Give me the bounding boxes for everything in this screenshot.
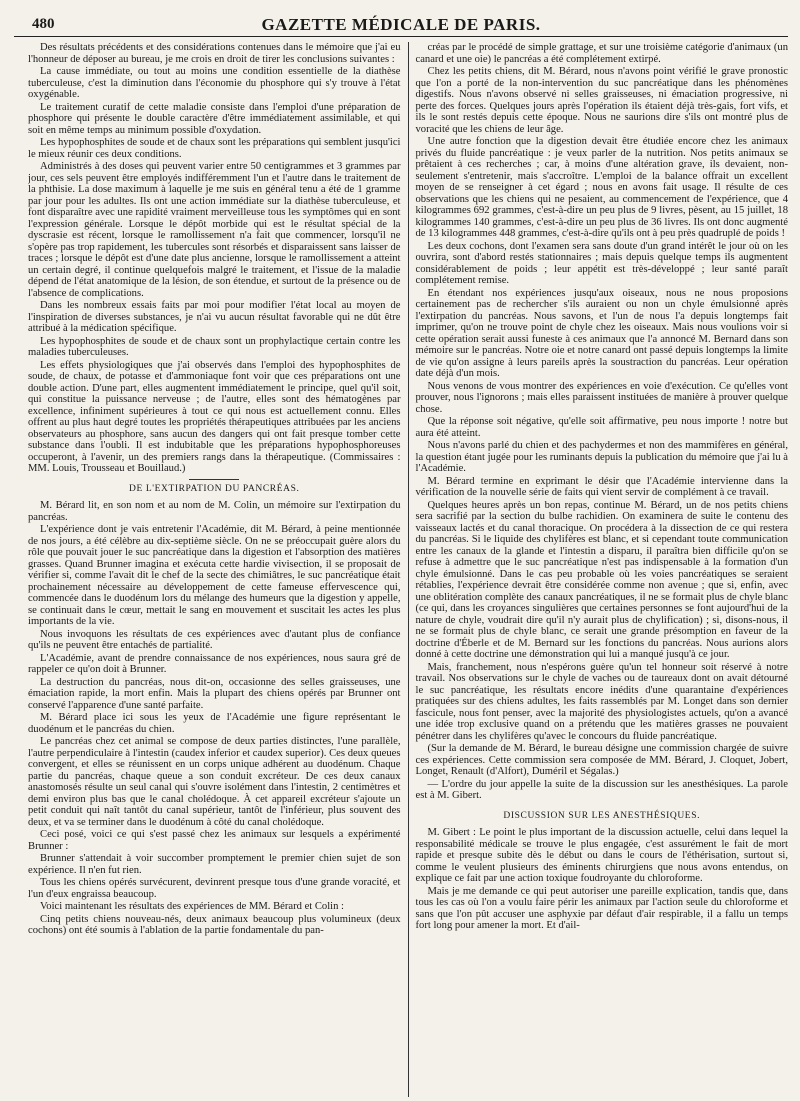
paragraph: Brunner s'attendait à voir succomber promptement le premier chien sujet de son expérience. Il n'en fut rien. (28, 853, 401, 876)
paragraph: Voici maintenant les résultats des expériences de MM. Bérard et Colin : (40, 901, 345, 912)
text-columns (28, 42, 788, 1097)
right-paragraphs (416, 42, 789, 802)
paragraph: La destruction du pancréas, nous dit-on, occasionne des selles graisseuses, une émaciation rapide, la mort enfin. Mais la plupart des chiens opérés par Brunner ont conservé l'apparence d'une santé parfaite. (28, 676, 401, 711)
left-column (28, 42, 408, 1097)
journal-title: GAZETTE MÉDICALE DE PARIS. (261, 15, 541, 34)
page-number: 480 (32, 16, 55, 32)
paragraph: M. Bérard termine en exprimant le désir que l'Académie intervienne dans la vérification de la nouvelle série de faits qui vient servir de complément à ce travail. (415, 475, 788, 498)
anesthesiques-paragraphs (416, 827, 789, 932)
paragraph: M. Bérard lit, en son nom et au nom de M. Colin, un mémoire sur l'extirpation du pancréas. (28, 500, 401, 523)
paragraph: Tous les chiens opérés survécurent, devinrent presque tous d'une grande voracité, et l'un d'eux engraissa beaucoup. (28, 877, 401, 900)
paragraph: En étendant nos expériences jusqu'aux oiseaux, nous ne nous proposions certainement pas de rechercher s'ils auraient ou non un chyle émulsionné après l'extirpation du pancréas. Nous savons, et l'un de nous l'a depuis longtemps fait imprimer, qu'on ne trouve point de chyle chez les oiseaux. Mais nous voulions voir si cette opération serait aussi funeste à ces animaux que l'a annoncé M. Bernard dans son mémoire sur le pancréas. Notre oie et notre canard ont passé depuis longtemps la limite de vie qu'on assigne à leurs pareils après la soustraction du pancréas. Leur opération date déjà d'un mois. (415, 287, 788, 379)
left-paragraphs (28, 42, 401, 475)
paragraph: Nous venons de vous montrer des expériences en voie d'exécution. Ce qu'elles vont prouver, nous l'ignorons ; mais elles paraissent instituées de manière à prouver quelque chose. (415, 380, 788, 415)
page-header (14, 12, 788, 37)
paragraph: (Sur la demande de M. Bérard, le bureau désigne une commission chargée de suivre ces expériences. Cette commission sera composée de MM. Bérard, J. Cloquet, Jobert, Longet, Renault (d'Alfort), Duméril et Ségalas.) (415, 743, 788, 777)
paragraph: Les hypophosphites de soude et de chaux sont les préparations qui semblent jusqu'ici le mieux réunir ces deux conditions. (28, 137, 401, 160)
paragraph: Le pancréas chez cet animal se compose de deux parties distinctes, l'une parallèle, l'autre perpendiculaire à l'intestin (caudex inferior et caudex superior). Ces deux queues convergent, et elles se réunissent en un corps unique adhérent au duodénum. Chaque partie du pancréas, chaque queue a son conduit excréteur. De ces deux canaux anastomosés résulte un seul canal qui s'ouvre isolément dans l'intestin, 2 centimètres et demi environ plus bas que le canal cholédoque. À cet appareil excréteur s'ajoute un petit conduit qui naît tantôt du canal supérieur, tantôt de l'inférieur, plus souvent des deux, et va se terminer dans le duodénum à côté du canal cholédoque. (28, 736, 401, 828)
paragraph: Chez les petits chiens, dit M. Bérard, nous n'avons point vérifié le grave pronostic que l'on a porté de la non-intervention du suc pancréatique dans les phénomènes digestifs. Nous n'avons observé ni selles graisseuses, ni émaciation progressive, ni perte des forces. Quelques jours après l'opération ils étaient déjà très-gais, fort vifs, et ils le sont restés depuis cette époque. Nous ne saurions dire s'ils ont montré plus de voracité que les chiens de leur âge. (415, 66, 788, 135)
paragraph: M. Bérard place ici sous les yeux de l'Académie une figure représentant le duodénum et le pancréas du chien. (28, 712, 401, 735)
paragraph: Les deux cochons, dont l'examen sera sans doute d'un grand intérêt le jour où on les ouvrira, sont d'abord restés stationnaires ; mais depuis quelque temps ils augmentent considérablement de poids ; leur appétit est très-développé ; leur santé paraît complétement remise. (415, 240, 788, 286)
section-title-anesthesiques: DISCUSSION SUR LES ANESTHÉSIQUES. (503, 810, 701, 821)
paragraph: Une autre fonction que la digestion devait être étudiée encore chez les animaux privés du fluide pancréatique : je veux parler de la nutrition. Nos petits animaux se prêtaient à ces recherches ; car, à moins d'une altération grave, ils devaient, non-seulement s'entretenir, mais s'accroître. L'emploi de la balance offrait un excellent moyen de se renseigner à cet égard ; nous en avons fait usage. Il résulte de ces observations que les chiens qui ne pesaient, au commencement de l'expérience, que 4 kilogrammes 692 grammes, c'est-à-dire un peu plus de 9 livres, pèsent, au 15 juillet, 18 kilogrammes 140 grammes, c'est-à-dire un peu plus de 36 livres. Ils ont donc augmenté de 13 kilogrammes 448 grammes, c'est-à-dire qu'ils ont à peu près quadruplé de poids ! (415, 136, 788, 239)
paragraph: Quelques heures après un bon repas, continue M. Bérard, un de nos petits chiens sera sacrifié par la section du bulbe rachidien. On examinera de suite le contenu des vaisseaux lactés et du canal thoracique. On procédera à la dissection de ce qui restera du pancréas. Si le liquide des chylifères est blanc, et si cependant toute communication entre les canaux de la glande et l'intestin a disparu, il paraîtra bien difficile qu'on se refuse à admettre que le suc pancréatique n'est pas indispensable à la formation d'un chyle émulsionné. Dans le cas peu probable où les voies pancréatiques se seraient rétablies, l'expérience devrait être considérée comme non avenue ; que si, enfin, avec une oblitération complète des canaux pancréatiques, il ne se formait plus de chyle blanc (ce qui, dans les croyances singulières que certaines personnes se font aujourd'hui de la nature de chyle, voudrait dire qu'il n'y aurait plus de chylification) ; si, disons-nous, il ne se formait plus de chyle blanc, ce serait une grande présomption en faveur de la doctrine d'Éberle et de M. Bernard sur les fonctions du pancréas. Nous aurions alors donné à cette doctrine une démonstration qui lui a manqué jusqu'à ce jour. (415, 499, 788, 660)
paragraph: L'expérience dont je vais entretenir l'Académie, dit M. Bérard, à peine mentionnée de nos jours, a été célèbre au dix-septième siècle. On ne se préoccupait guère alors du rôle que pouvait jouer le suc pancréatique dans la digestion et l'absorption des matières grasses. Quand Brunner imagina et exécuta cette hardie vivisection, il se proposait de vérifier si, comme l'avait dit le chef de la secte des chimiâtres, le suc pancréatique était prochainement nécessaire au développement de cette fameuse effervescence qui, commencée dans le duodénum lors du mélange des humeurs que la digestion y appelle, se continuait dans le cœur, mettait le sang en mouvement et suscitait les actes les plus importants de la vie. (28, 524, 401, 627)
paragraph: Mais, franchement, nous n'espérons guère qu'un tel honneur soit réservé à notre travail. Nos observations sur le chyle de vaches ou de taureaux dont on avait détourné le suc pancréatique, les résultats encore inédits d'une quarantaine d'expériences pratiquées sur des chiens adultes, les faits rassemblés par M. Longet dans son dernier fascicule, nous font penser, avec la majorité des physiologistes actuels, qu'on a avancé une idée trop exclusive quand on a prétendu que les matières grasses ne pouvaient pénétrer dans les chylifères qu'avec le concours du fluide pancréatique. (415, 661, 788, 742)
section-title-pancreas: DE L'EXTIRPATION DU PANCRÉAS. (129, 483, 300, 494)
paragraph: Ceci posé, voici ce qui s'est passé chez les animaux sur lesquels a expérimenté Brunner : (28, 829, 401, 852)
paragraph: Nous invoquons les résultats de ces expériences avec d'autant plus de confiance qu'ils ne peuvent être entachés de partialité. (28, 628, 401, 651)
right-column (408, 42, 789, 1097)
paragraph: Administrés à des doses qui peuvent varier entre 50 centigrammes et 3 grammes par jour, ces sels peuvent être employés indifféremment l'un et l'autre dans le traitement de la phthisie. La dose maximum à laquelle je me suis en général tenu a été de 1 gramme par jour pour les adultes. Ils ont une action immédiate sur la diathèse tuberculeuse, et font disparaître avec une rapidité vraiment merveilleuse tous les symptômes qui en sont l'expression générale. Lorsque le dépôt morbide qui est le résultat spécial de la dyscrasie est récent, lorsque le ramollissement n'a fait que commencer, lorsqu'il ne s'opère pas trop rapidement, les tubercules sont résorbés et disparaissent sans laisser de traces ; lorsque le dépôt est d'une date plus ancienne, lorsque le ramollissement a atteint un certain degré, il continue quelquefois malgré le traitement, et l'issue de la maladie dépend de l'état anatomique de la lésion, de son étendue, et surtout de la présence ou de l'absence de complications. (28, 161, 401, 299)
paragraph: Mais je me demande ce qui peut autoriser une pareille explication, tandis que, dans tous les cas où l'on a voulu faire périr les animaux par l'action seule du chloroforme et sans que l'on pût accuser une asphyxie par défaut d'air respirable, il a fallu un temps fort long pour amener la mort. Et d'ail- (415, 885, 788, 931)
paragraph: Cinq petits chiens nouveau-nés, deux animaux beaucoup plus volumineux (deux cochons) ont été soumis à l'ablation de la partie fondamentale du pan- (28, 913, 401, 936)
paragraph: Le traitement curatif de cette maladie consiste dans l'emploi d'une préparation de phosphore qui présente le double caractère d'être immédiatement assimilable, et qui soit en même temps au minimum possible d'oxydation. (28, 101, 401, 136)
paragraph: Les hypophosphites de soude et de chaux sont un prophylactique certain contre les maladies tuberculeuses. (28, 335, 401, 358)
paragraph: — L'ordre du jour appelle la suite de la discussion sur les anesthésiques. La parole est à M. Gibert. (415, 778, 788, 801)
paragraph: Que la réponse soit négative, qu'elle soit affirmative, peu nous importe ! notre but aura été atteint. (415, 416, 788, 439)
paragraph: L'Académie, avant de prendre connaissance de nos expériences, nous saura gré de rappeler ce qu'on doit à Brunner. (28, 652, 401, 675)
paragraph: La cause immédiate, ou tout au moins une condition essentielle de la diathèse tuberculeuse, c'est la diminution dans l'économie du phosphore qui s'y trouve à l'état oxygénable. (28, 66, 401, 100)
section-heading-anesthesiques (416, 811, 789, 823)
section-heading-pancreas (28, 479, 401, 496)
paragraph: Dans les nombreux essais faits par moi pour modifier l'état local au moyen de l'inspiration de diverses substances, je n'ai vu aucun résultat favorable qui ne dût être attribué à la médication spécifique. (28, 300, 401, 334)
paragraph: Les effets physiologiques que j'ai observés dans l'emploi des hypophosphites de soude, de chaux, de potasse et d'ammoniaque font voir que ces préparations ont une double action. D'une part, elles augmentent immédiatement le principe, quel qu'il soit, qui constitue la puissance nerveuse ; de l'autre, elles sont des hématogènes par excellence, infiniment supérieures à tout ce qui nous est actuellement connu. Elles offrent au plus haut degré toutes les propriétés thérapeutiques attribuées par les anciens observateurs au phosphore, sans aucun des dangers qui ont fait presque tomber cette substance dans l'oubli. Il est indubitable que les préparations hypophosphoreuses occuperont, à l'avenir, un des premiers rangs dans la thérapeutique. (Commissaires : MM. Louis, Trousseau et Bouillaud.) (28, 359, 401, 474)
paragraph: Des résultats précédents et des considérations contenues dans le mémoire que j'ai eu l'honneur de déposer au bureau, je me crois en droit de tirer les conclusions suivantes : (28, 42, 401, 65)
paragraph: créas par le procédé de simple grattage, et sur une troisième catégorie d'animaux (un canard et une oie) le pancréas a été complétement extirpé. (415, 42, 788, 65)
paragraph: Nous n'avons parlé du chien et des pachydermes et non des mammifères en général, la question étant jugée pour les ruminants depuis la publication du mémoire que j'ai lu à l'Académie. (415, 440, 788, 474)
paragraph: M. Gibert : Le point le plus important de la discussion actuelle, celui dans lequel la responsabilité médicale se trouve le plus engagée, c'est assurément le fait de mort rapide et presque subite dès le début ou dans le cours de l'éthérisation, surtout si, comme le veulent plusieurs des éminents chirurgiens que nous avons entendus, on explique ce fait par une action toxique foudroyante du chloroforme. (415, 827, 788, 884)
pancreas-paragraphs (28, 500, 401, 937)
section-rule (189, 479, 239, 480)
